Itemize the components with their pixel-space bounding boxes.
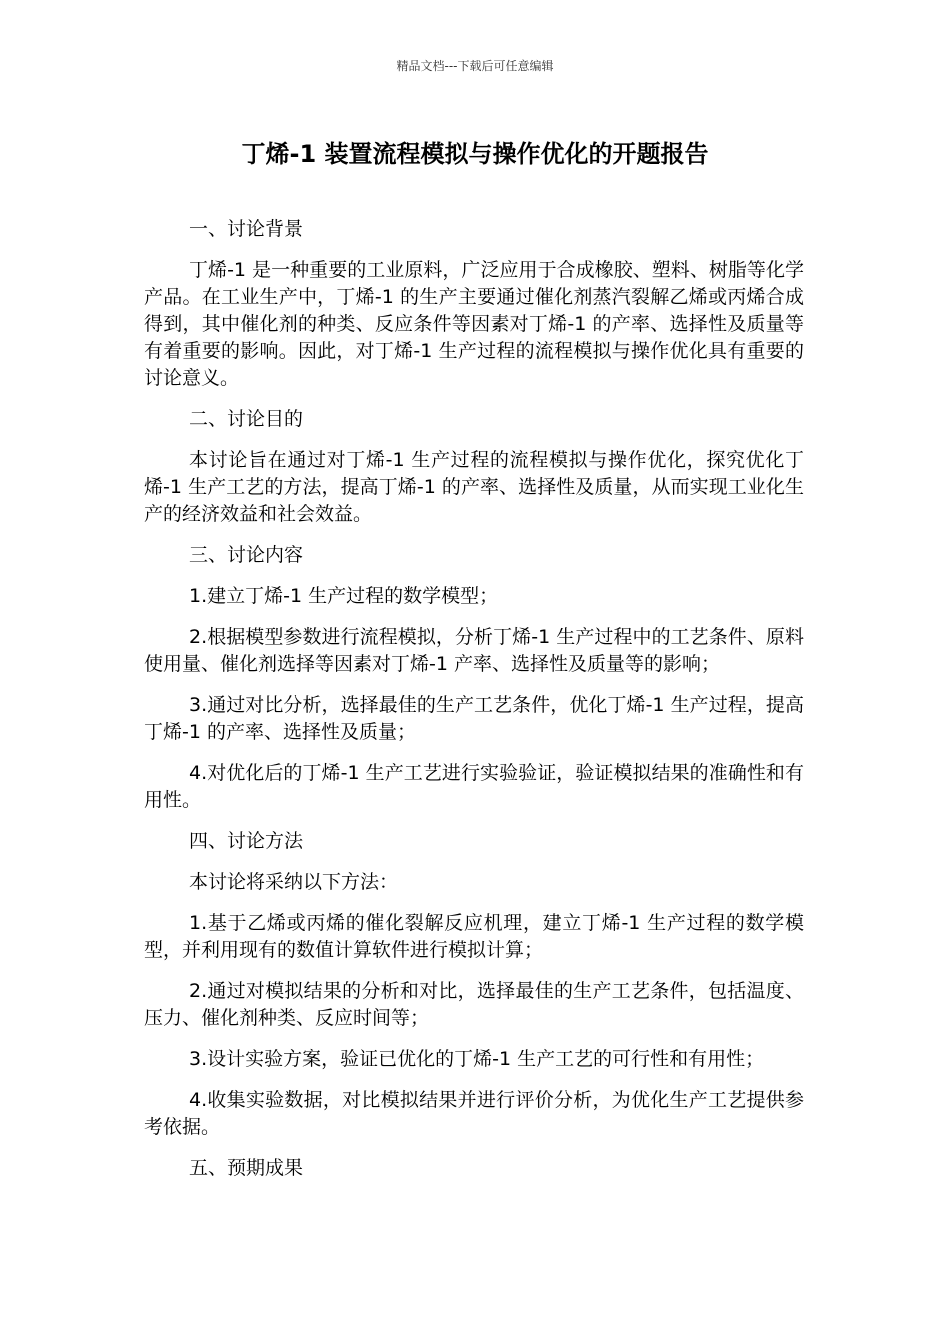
method-item-4: 4.收集实验数据，对比模拟结果并进行评价分析，为优化生产工艺提供参考依据。 [144,1089,804,1138]
method-intro: 本讨论将采纳以下方法： [189,871,399,893]
document-body [144,216,804,1196]
section-heading-expected-results: 五、预期成果 [189,1157,304,1179]
purpose-paragraph: 本讨论旨在通过对丁烯-1 生产过程的流程模拟与操作优化，探究优化丁烯-1 生产工艺的方法，提高丁烯-1 的产率、选择性及质量，从而实现工业化生产的经济效益和社会效益。 [144,449,804,525]
background-paragraph: 丁烯-1 是一种重要的工业原料，广泛应用于合成橡胶、塑料、树脂等化学产品。在工业生产中，丁烯-1 的生产主要通过催化剂蒸汽裂解乙烯或丙烯合成得到，其中催化剂的种类、反应条件等因素对丁烯-1 的产率、选择性及质量等有着重要的影响。因此，对丁烯-1 生产过程的流程模拟与操作优化具有重要的讨论意义。 [144,259,804,389]
section-heading-content: 三、讨论内容 [189,544,304,566]
method-item-2: 2.通过对模拟结果的分析和对比，选择最佳的生产工艺条件，包括温度、压力、催化剂种类、反应时间等； [144,980,804,1029]
section-heading-background: 一、讨论背景 [189,218,304,240]
header-note: 精品文档---下载后可任意编辑 [396,59,554,73]
section-heading-purpose: 二、讨论目的 [189,408,304,430]
document-title: 丁烯-1 装置流程模拟与操作优化的开题报告 [241,140,709,168]
content-item-1: 1.建立丁烯-1 生产过程的数学模型； [189,585,499,607]
section-heading-method: 四、讨论方法 [189,830,304,852]
method-item-3: 3.设计实验方案，验证已优化的丁烯-1 生产工艺的可行性和有用性； [189,1048,765,1070]
content-item-4: 4.对优化后的丁烯-1 生产工艺进行实验验证，验证模拟结果的准确性和有用性。 [144,762,804,811]
content-item-2: 2.根据模型参数进行流程模拟，分析丁烯-1 生产过程中的工艺条件、原料使用量、催化剂选择等因素对丁烯-1 产率、选择性及质量等的影响； [144,626,804,675]
content-item-3: 3.通过对比分析，选择最佳的生产工艺条件，优化丁烯-1 生产过程，提高丁烯-1 的产率、选择性及质量； [144,694,804,743]
method-item-1: 1.基于乙烯或丙烯的催化裂解反应机理，建立丁烯-1 生产过程的数学模型，并利用现有的数值计算软件进行模拟计算； [144,912,804,961]
